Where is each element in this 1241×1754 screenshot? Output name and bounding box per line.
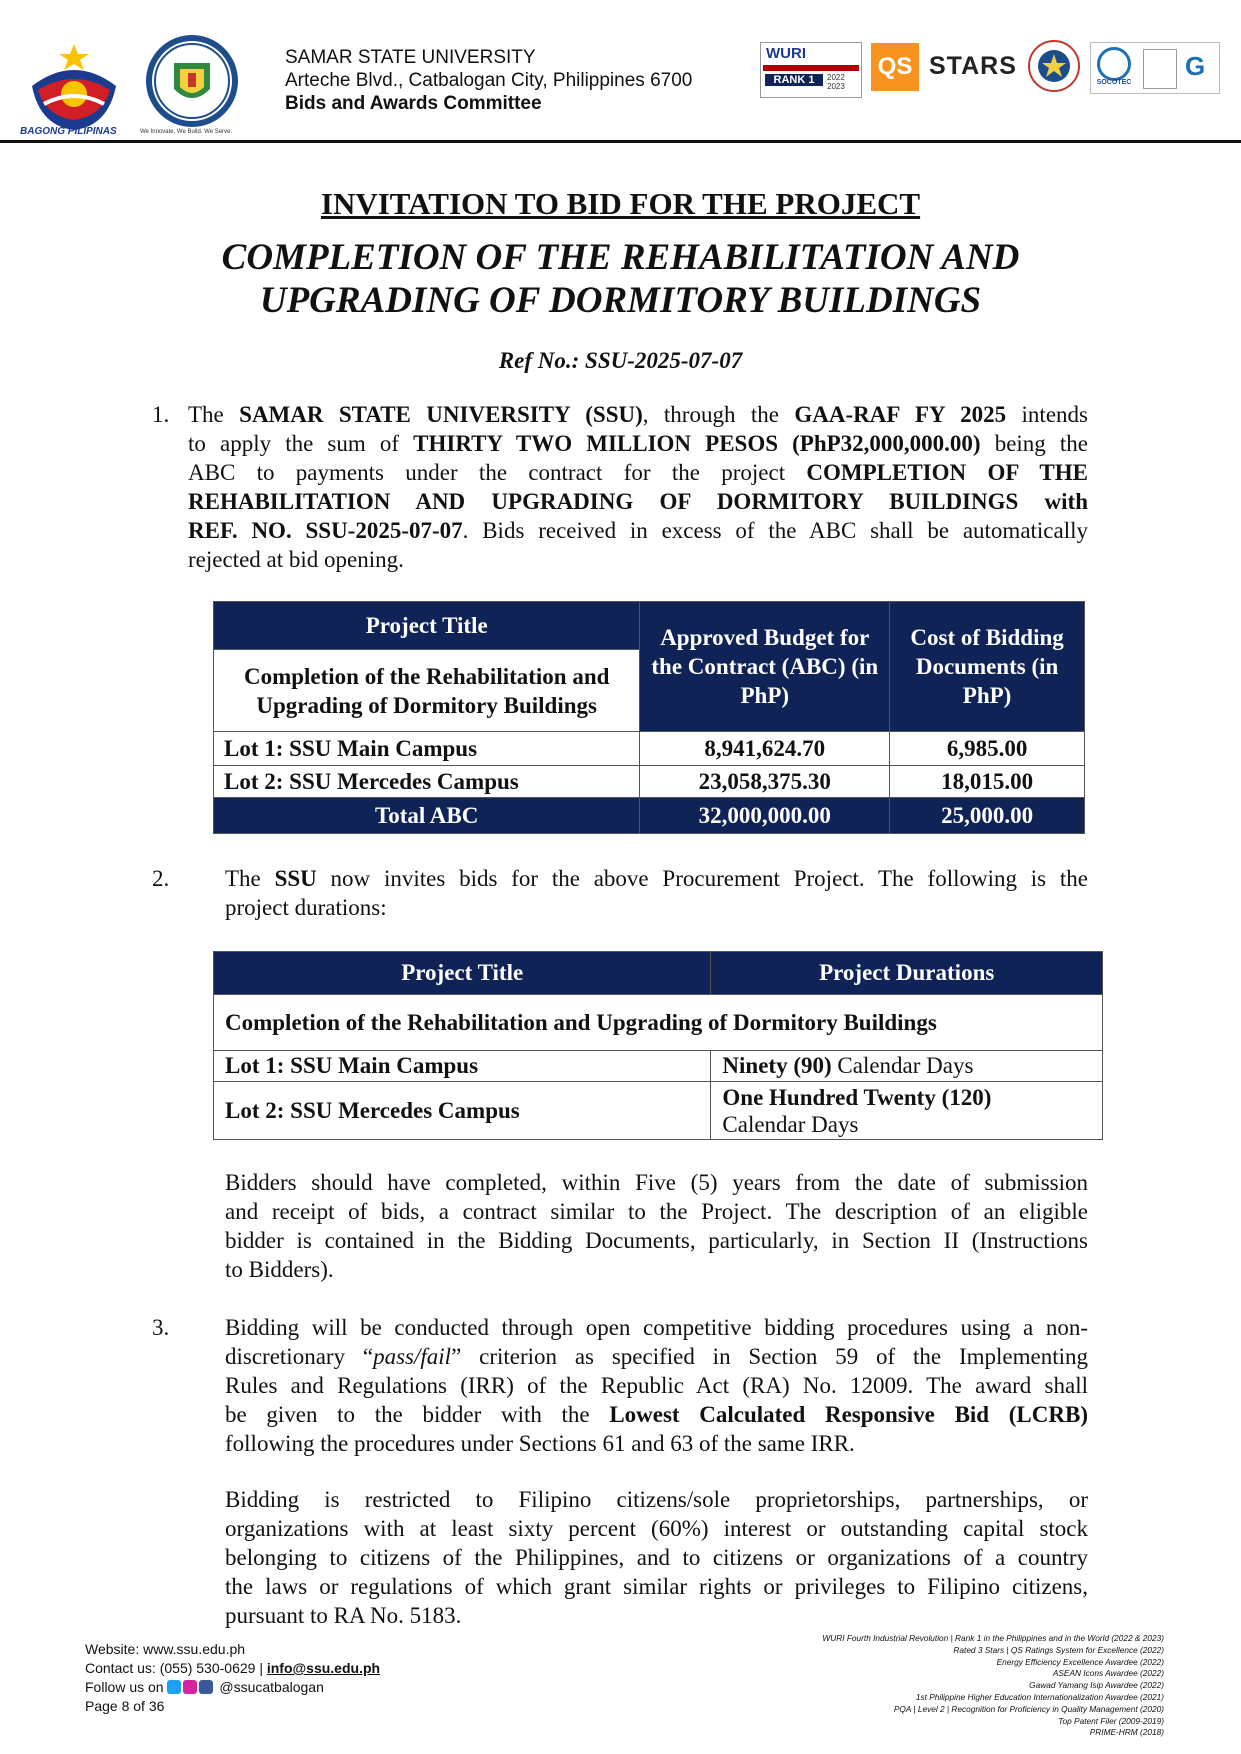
- text: The: [225, 866, 275, 891]
- abc-cell: 23,058,375.30: [640, 766, 890, 798]
- document-heading: INVITATION TO BID FOR THE PROJECT: [320, 186, 921, 221]
- table-row: [214, 732, 1085, 766]
- text-line: to Bidders).: [225, 1257, 334, 1282]
- bagong-pilipinas-label: BAGONG PILIPINAS: [20, 126, 117, 137]
- award-line: WURI Fourth Industrial Revolution | Rank 1 in the Philippines and in the World (2022 & 2023): [822, 1633, 1164, 1643]
- university-name: SAMAR STATE UNIVERSITY: [285, 47, 536, 68]
- budget-amount: THIRTY TWO MILLION PESOS (PhP32,000,000.00): [413, 431, 981, 456]
- agency-abbrev: SSU: [274, 866, 317, 891]
- text: now invites bids for the above Procurement Project. The following is the: [316, 866, 1089, 891]
- follow-text: Follow us on: [85, 1679, 168, 1695]
- eligibility-paragraph: [225, 1485, 1088, 1630]
- item-1-number: 1.: [152, 402, 170, 427]
- duration-bold: One Hundred Twenty (120): [722, 1084, 992, 1110]
- award-line: Top Patent Filer (2009-2019): [1058, 1715, 1164, 1726]
- award-line: PQA | Level 2 | Recognition for Proficiency in Quality Management (2020): [893, 1703, 1164, 1714]
- footer-follow-line: [85, 1678, 380, 1697]
- text: rejected at bid opening.: [188, 547, 404, 572]
- award-line: Energy Efficiency Excellence Awardee (2022): [996, 1656, 1164, 1667]
- item-3-paragraph: [225, 1313, 1088, 1458]
- text-line: pursuant to RA No. 5183.: [225, 1603, 462, 1628]
- wuri-years: 2022 2023: [827, 73, 845, 91]
- award-seal-icon: [1027, 39, 1081, 93]
- ssu-seal: [140, 33, 240, 135]
- header-project-title: Project Title: [214, 952, 711, 995]
- text-line: belonging to citizens of the Philippines, and to citizens or organizations of a country: [225, 1545, 1088, 1570]
- project-title: [0, 236, 1241, 322]
- text: , through the: [642, 402, 795, 427]
- contact-text: Contact us: (055) 530-0629 |: [85, 1660, 267, 1676]
- cost-cell: 6,985.00: [890, 732, 1085, 766]
- project-title-line-2: UPGRADING OF DORMITORY BUILDINGS: [259, 280, 982, 321]
- duration-rest: Calendar Days: [722, 1111, 859, 1137]
- text: ABC to payments under the contract for the project: [188, 460, 807, 485]
- facebook-icon[interactable]: [199, 1680, 213, 1694]
- socotec-badge: [1090, 42, 1220, 94]
- text-line: organizations with at least sixty percent (60%) interest or outstanding capital stock: [225, 1516, 1088, 1541]
- abc-cell: 8,941,624.70: [640, 732, 890, 766]
- lot-cell: Lot 2: SSU Mercedes Campus: [214, 1082, 711, 1140]
- qs-logo: QS: [871, 43, 919, 91]
- lot-cell: Lot 1: SSU Main Campus: [214, 1051, 711, 1082]
- text: to apply the sum of: [188, 431, 414, 456]
- table-row: [214, 1051, 1103, 1082]
- table-row: [214, 1082, 1103, 1140]
- pass-fail-term: pass/fail: [373, 1344, 452, 1369]
- instagram-icon[interactable]: [183, 1680, 197, 1694]
- table-row: [214, 995, 1103, 1051]
- duration-table: [213, 951, 1103, 1140]
- project-name-cell: Completion of the Rehabilitation and Upgrading of Dormitory Buildings: [214, 995, 1103, 1051]
- project-name-bold: COMPLETION OF THE: [806, 460, 1088, 485]
- committee-name: Bids and Awards Committee: [285, 93, 542, 114]
- twitter-icon[interactable]: [167, 1680, 181, 1694]
- footer-awards: [822, 1633, 1164, 1739]
- text-line: bidder is contained in the Bidding Documents, particularly, in Section II (Instructions: [225, 1228, 1088, 1253]
- text: The: [188, 402, 240, 427]
- award-line: Rated 3 Stars | QS Ratings System for Excellence (2022): [953, 1644, 1164, 1655]
- total-label-cell: Total ABC: [214, 798, 640, 834]
- header-rule: [0, 140, 1241, 143]
- university-header: [285, 46, 692, 115]
- reference-number: Ref No.: SSU-2025-07-07: [498, 348, 743, 373]
- award-line: ASEAN Icons Awardee (2022): [1052, 1668, 1164, 1679]
- footer-website[interactable]: Website: www.ssu.edu.ph: [85, 1641, 246, 1657]
- text: project durations:: [225, 895, 387, 920]
- text: ” criterion as specified in Section 59 of the Implementing: [451, 1344, 1088, 1369]
- ref-number-bold: REF. NO. SSU-2025-07-07: [188, 518, 463, 543]
- budget-table: [213, 601, 1085, 834]
- text: Bidding will be conducted through open competitive bidding procedures using a non-: [225, 1315, 1088, 1340]
- table-row: [214, 952, 1103, 995]
- total-abc-cell: 32,000,000.00: [640, 798, 890, 834]
- duration-cell: [711, 1051, 1103, 1082]
- socotec-label: SOCOTEC: [1096, 79, 1132, 86]
- award-line: Gawad Yamang Isip Awardee (2022): [1029, 1680, 1164, 1691]
- header-durations: Project Durations: [711, 952, 1103, 995]
- text-line: Bidders should have completed, within Five (5) years from the date of submission: [225, 1170, 1088, 1195]
- text-line: and receipt of bids, a contract similar to the Project. The description of an eligible: [225, 1199, 1088, 1224]
- footer-contact: [85, 1640, 380, 1716]
- footer-contact-line: [85, 1659, 380, 1678]
- item-2-paragraph: [225, 864, 1088, 922]
- lot-cell: Lot 1: SSU Main Campus: [214, 732, 640, 766]
- text: Rules and Regulations (IRR) of the Republic Act (RA) No. 12009. The award shall: [225, 1373, 1088, 1398]
- lot-cell: Lot 2: SSU Mercedes Campus: [214, 766, 640, 798]
- text: discretionary “: [225, 1344, 374, 1369]
- agency-name: SAMAR STATE UNIVERSITY (SSU): [239, 402, 643, 427]
- project-title-line-1: COMPLETION OF THE REHABILITATION AND: [221, 237, 1020, 278]
- header-abc: Approved Budget for the Contract (ABC) (in PhP): [640, 602, 890, 732]
- project-name-bold: REHABILITATION AND UPGRADING OF DORMITORY BUILDINGS with: [188, 489, 1088, 514]
- table-row: [214, 798, 1085, 834]
- total-cost-cell: 25,000.00: [890, 798, 1085, 834]
- duration-rest: Calendar Days: [831, 1053, 974, 1078]
- wuri-label: WURI: [766, 45, 806, 62]
- project-name-cell: Completion of the Rehabilitation and Upgrading of Dormitory Buildings: [214, 650, 640, 732]
- award-line: 1st Philippine Higher Education Internationalization Awardee (2021): [915, 1691, 1164, 1702]
- item-2-number: 2.: [152, 866, 170, 891]
- item-1-paragraph: [188, 400, 1088, 574]
- social-handle: @ssucatbalogan: [219, 1679, 324, 1695]
- table-row: [214, 602, 1085, 650]
- award-line: PRIME-HRM (2018): [1089, 1727, 1164, 1738]
- cost-cell: 18,015.00: [890, 766, 1085, 798]
- duration-bold: Ninety (90): [722, 1053, 832, 1078]
- text-line: Bidding is restricted to Filipino citizens/sole proprietorships, partnerships, or: [225, 1487, 1088, 1512]
- text: . Bids received in excess of the ABC shall be automatically: [462, 518, 1089, 543]
- header-project-title: Project Title: [214, 602, 640, 650]
- text: being the: [980, 431, 1089, 456]
- wuri-rank: RANK 1: [765, 74, 823, 86]
- table-row: [214, 766, 1085, 798]
- duration-cell: [711, 1082, 1103, 1140]
- header-cost: Cost of Bidding Documents (in PhP): [890, 602, 1085, 732]
- university-address: Arteche Blvd., Catbalogan City, Philippines 6700: [285, 70, 693, 91]
- lcrb-term: Lowest Calculated Responsive Bid (LCRB): [609, 1402, 1088, 1427]
- g-mark-icon: G: [1185, 51, 1206, 81]
- text: be given to the bidder with the: [225, 1402, 610, 1427]
- ssu-seal-tagline: We Innovate. We Build. We Serve.: [140, 129, 233, 135]
- bagong-pilipinas-logo: [18, 34, 130, 140]
- qs-stars-badge: [871, 43, 1017, 91]
- qs-stars-label: STARS: [929, 52, 1017, 80]
- text: intends: [1006, 402, 1088, 427]
- email-link[interactable]: info@ssu.edu.ph: [266, 1660, 381, 1676]
- fund-source: GAA-RAF FY 2025: [794, 402, 1007, 427]
- wuri-badge: [760, 42, 862, 98]
- text-line: the laws or regulations of which grant similar rights or privileges to Filipino citizens,: [225, 1574, 1088, 1599]
- item-3-number: 3.: [152, 1315, 170, 1340]
- text: following the procedures under Sections 61 and 63 of the same IRR.: [225, 1431, 855, 1456]
- page-number: Page 8 of 36: [85, 1698, 165, 1714]
- bidders-paragraph: [225, 1168, 1088, 1284]
